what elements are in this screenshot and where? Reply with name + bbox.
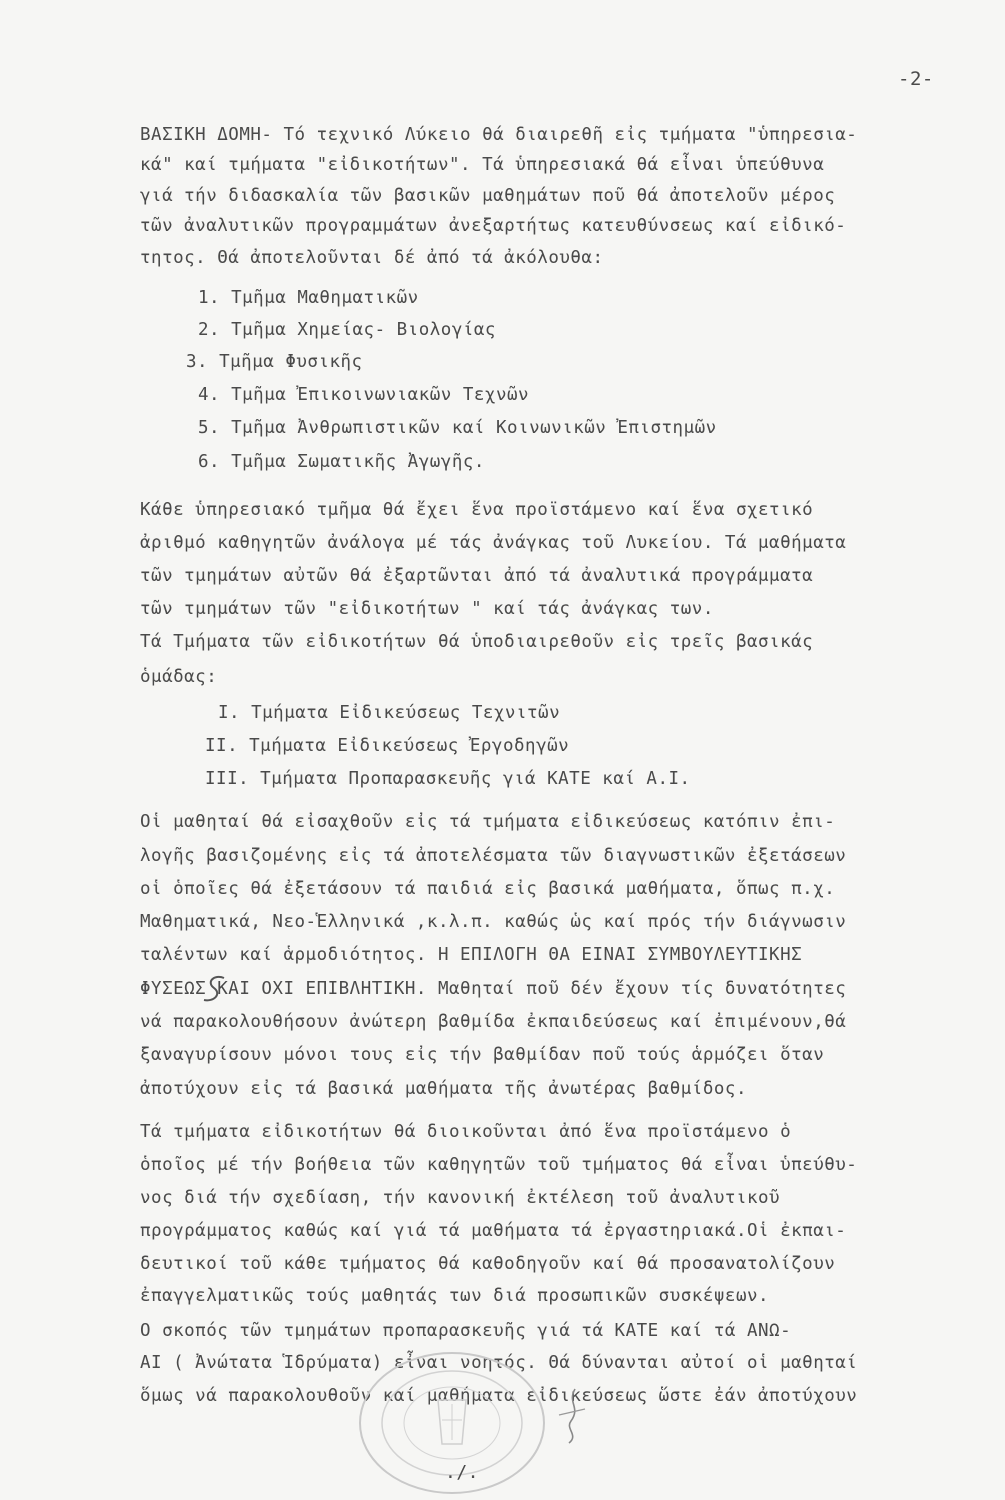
text-line: τῶν τμημάτων αὐτῶν θά ἐξαρτῶνται ἀπό τά ἀναλυτικά προγράμματα: [140, 566, 814, 586]
text-line: ὁποῖος μέ τήν βοήθεια τῶν καθηγητῶν τοῦ τμήματος θά εἶναι ὑπεύθυ-: [140, 1155, 858, 1175]
text-line: Κάθε ὑπηρεσιακό τμῆμα θά ἔχει ἕνα προϊστάμενο καί ἕνα σχετικό: [140, 500, 814, 520]
handwritten-mark-icon: [200, 972, 234, 1008]
signature-icon: [545, 1385, 595, 1445]
text-line: Οἱ μαθηταί θά εἰσαχθοῦν εἰς τά τμήματα εἰδικεύσεως κατόπιν ἐπι-: [140, 812, 836, 832]
text-line: δευτικοί τοῦ κάθε τμήματος θά καθοδηγοῦν καί θά προσανατολίζουν: [140, 1254, 836, 1274]
text-line: ὅμως νά παρακολουθοῦν καί μαθήματα εἰδικεύσεως ὥστε ἐάν ἀποτύχουν: [140, 1386, 858, 1406]
text-line: ΑΙ ( Ἀνώτατα Ἱδρύματα) εἶναι νοητός. Θά δύνανται αὐτοί οἱ μαθηταί: [140, 1353, 858, 1373]
list-item: 5. Τμῆμα Ἀνθρωπιστικῶν καί Κοινωνικῶν Ἐπιστημῶν: [198, 418, 717, 438]
text-line: Μαθηματικά, Νεο-Ἑλληνικά ,κ.λ.π. καθώς ὡς καί πρός τήν διάγνωσιν: [140, 912, 847, 932]
text-line: λογῆς βασιζομένης εἰς τά ἀποτελέσματα τῶν διαγνωστικῶν ἐξετάσεων: [140, 846, 847, 866]
text-line: προγράμματος καθώς καί γιά τά μαθήματα τά ἐργαστηριακά.Οἱ ἐκπαι-: [140, 1221, 847, 1241]
text-line: Τά τμήματα εἰδικοτήτων θά διοικοῦνται ἀπό ἕνα προϊστάμενο ὁ: [140, 1122, 792, 1142]
text-line: τητος. Θά ἀποτελοῦνται δέ ἀπό τά ἀκόλουθα:: [140, 248, 604, 268]
text-line: τῶν τμημάτων τῶν "εἰδικοτήτων " καί τάς ἀνάγκας των.: [140, 599, 714, 619]
text-line: ἐπαγγελματικῶς τούς μαθητάς των διά προσωπικῶν συσκέψεων.: [140, 1286, 770, 1306]
text-line: ΦΥΣΕΩΣ ΚΑΙ ΟΧΙ ΕΠΙΒΛΗΤΙΚΗ. Μαθηταί ποῦ δέν ἔχουν τίς δυνατότητες: [140, 979, 847, 999]
text-line: νος διά τήν σχεδίαση, τήν κανονική ἐκτέλεση τοῦ ἀναλυτικοῦ: [140, 1188, 781, 1208]
text-line: Ο σκοπός τῶν τμημάτων προπαρασκευῆς γιά τά ΚΑΤΕ καί τά ΑΝΩ-: [140, 1321, 792, 1341]
text-line: ὁμάδας:: [140, 667, 218, 687]
text-line: γιά τήν διδασκαλία τῶν βασικῶν μαθημάτων ποῦ θά ἀποτελοῦν μέρος: [140, 186, 836, 206]
text-line: ἀριθμό καθηγητῶν ἀνάλογα μέ τάς ἀνάγκας τοῦ Λυκείου. Τά μαθήματα: [140, 533, 847, 553]
page-number: -2-: [898, 68, 934, 90]
text-line: ξαναγυρίσουν μόνοι τους εἰς τήν βαθμίδαν ποῦ τούς ἁρμόζει ὅταν: [140, 1045, 825, 1065]
list-item: III. Τμήματα Προπαρασκευῆς γιά ΚΑΤΕ καί Α.Ι.: [205, 769, 691, 789]
text-line: νά παρακολουθήσουν ἀνώτερη βαθμίδα ἐκπαιδεύσεως καί ἐπιμένουν,θά: [140, 1012, 847, 1032]
text-line: ΒΑΣΙΚΗ ΔΟΜΗ- Τό τεχνικό Λύκειο θά διαιρεθῆ εἰς τμήματα "ὑπηρεσια-: [140, 125, 858, 145]
list-item: 4. Τμῆμα Ἐπικοινωνιακῶν Τεχνῶν: [198, 385, 530, 405]
text-line: οἱ ὁποῖες θά ἐξετάσουν τά παιδιά εἰς βασικά μαθήματα, ὅπως π.χ.: [140, 879, 836, 899]
list-item: I. Τμήματα Εἰδικεύσεως Τεχνιτῶν: [218, 703, 561, 723]
list-item: 3. Τμῆμα Φυσικῆς: [186, 352, 363, 372]
text-line: Τά Τμήματα τῶν εἰδικοτήτων θά ὑποδιαιρεθοῦν εἰς τρεῖς βασικάς: [140, 632, 814, 652]
list-item: 6. Τμῆμα Σωματικῆς Ἀγωγῆς.: [198, 452, 485, 472]
text-line: ταλέντων καί ἁρμοδιότητος. Η ΕΠΙΛΟΓΗ ΘΑ ΕΙΝΑΙ ΣΥΜΒΟΥΛΕΥΤΙΚΗΣ: [140, 945, 803, 965]
text-line: ἀποτύχουν εἰς τά βασικά μαθήματα τῆς ἀνωτέρας βαθμίδος.: [140, 1079, 747, 1099]
list-item: II. Τμήματα Εἰδικεύσεως Ἐργοδηγῶν: [205, 736, 570, 756]
text-line: τῶν ἀναλυτικῶν προγραμμάτων ἀνεξαρτήτως κατευθύνσεως καί εἰδικό-: [140, 216, 847, 236]
list-item: 2. Τμῆμα Χημείας- Βιολογίας: [198, 320, 496, 340]
text-line: κά" καί τμήματα "εἰδικοτήτων". Τά ὑπηρεσιακά θά εἶναι ὑπεύθυνα: [140, 155, 825, 175]
footer-mark: ./.: [445, 1462, 480, 1483]
list-item: 1. Τμῆμα Μαθηματικῶν: [198, 288, 419, 308]
